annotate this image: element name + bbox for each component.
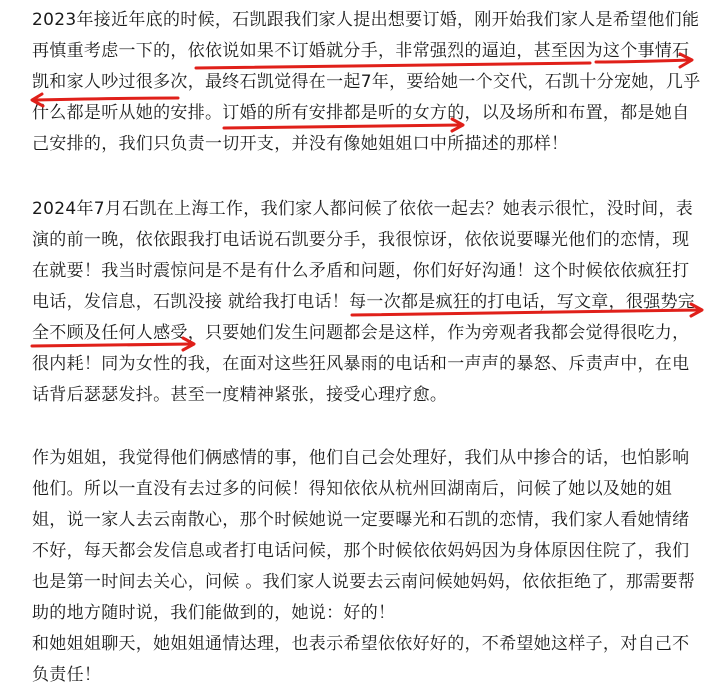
paragraph-3-line-6: 助的地方随时说，我们能做到的，她说：好的！ bbox=[32, 603, 396, 623]
paragraph-3-line-8: 负责任！ bbox=[32, 665, 102, 685]
paragraph-3-line-5: 也是第一时间去关心，问候 。我们家人说要去云南问候她妈妈，依依拒绝了，那需要帮 bbox=[32, 572, 696, 592]
paragraph-3-line-2: 他们。所以一直没有去过多的问候！得知依依从杭州回湖南后，问候了她以及她的姐 bbox=[32, 479, 673, 499]
paragraph-1-line-2: 再慎重考虑一下的，依依说如果不订婚就分手，非常强烈的逼迫，甚至因为这个事情石 bbox=[32, 41, 690, 61]
paragraph-2-line-2: 演的前一晚，依依跟我打电话说石凯要分手，我很惊讶，依依说要曝光他们的恋情，现 bbox=[32, 230, 690, 250]
paragraph-3-line-3: 姐，说一家人去云南散心，那个时候她说一定要曝光和石凯的恋情，我们家人看她情绪 bbox=[32, 510, 690, 530]
paragraph-2-line-7: 话背后瑟瑟发抖。甚至一度精神紧张，接受心理疗愈。 bbox=[32, 385, 448, 405]
paragraph-1-line-1: 2023年接近年底的时候，石凯跟我们家人提出想要订婚，刚开始我们家人是希望他们能 bbox=[32, 10, 700, 30]
paragraph-2-line-3: 在就要！我当时震惊问是不是有什么矛盾和问题，你们好好沟通！这个时候依依疯狂打 bbox=[32, 261, 690, 281]
paragraph-2-line-4: 电话，发信息，石凯没接 就给我打电话！每一次都是疯狂的打电话，写文章，很强势完 bbox=[32, 292, 696, 312]
paragraph-1-line-4: 什么都是听从她的安排。订婚的所有安排都是听的女方的，以及场所和布置，都是她自 bbox=[32, 103, 690, 123]
paragraph-1-line-5: 己安排的，我们只负责一切开支，并没有像她姐姐口中所描述的那样！ bbox=[32, 134, 569, 154]
paragraph-3-line-4: 不好，每天都会发信息或者打电话问候，那个时候依依妈妈因为身体原因住院了，我们 bbox=[32, 541, 690, 561]
paragraph-3-line-1: 作为姐姐，我觉得他们俩感情的事，他们自己会处理好，我们从中掺合的话，也怕影响 bbox=[32, 448, 690, 468]
paragraph-2-line-6: 很内耗！同为女性的我，在面对这些狂风暴雨的电话和一声声的暴怒、斥责声中，在电 bbox=[32, 354, 690, 374]
paragraph-2-line-5: 全不顾及任何人感受，只要她们发生问题都会是这样，作为旁观者我都会觉得很吃力， bbox=[32, 323, 690, 343]
paragraph-3-line-7: 和她姐姐聊天，她姐姐通情达理，也表示希望依依好好的，不希望她这样子，对自己不 bbox=[32, 634, 690, 654]
paragraph-1-line-3: 凯和家人吵过很多次，最终石凯觉得在一起7年，要给她一个交代，石凯十分宠她，几乎 bbox=[32, 72, 701, 92]
paragraph-2-line-1: 2024年7月石凯在上海工作，我们家人都问候了依依一起去？她表示很忙，没时间，表 bbox=[32, 199, 694, 219]
